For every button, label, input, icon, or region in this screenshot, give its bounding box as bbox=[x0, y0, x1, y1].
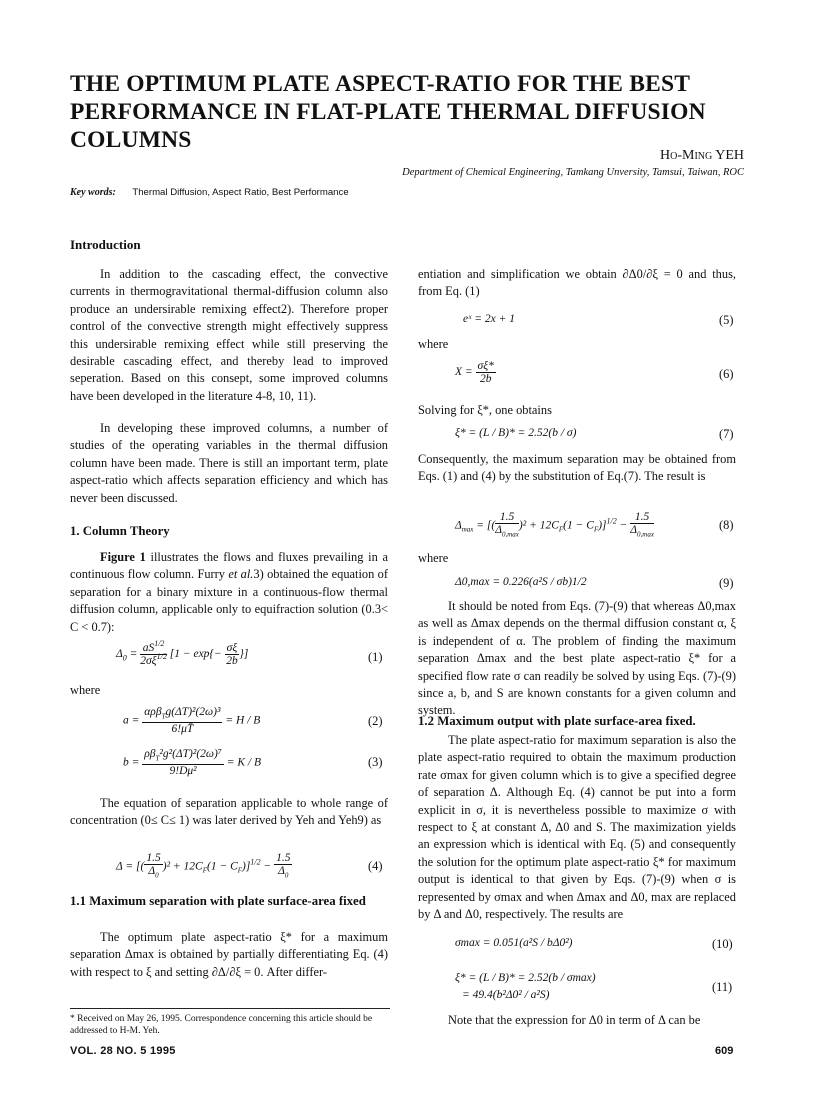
equation-5: eˣ = 2x + 1 bbox=[463, 313, 515, 325]
page-number: 609 bbox=[715, 1045, 734, 1057]
paragraph-text: entiation and simplification we obtain ∂Δ0/∂ξ = 0 and thus, from Eq. (1) bbox=[418, 267, 736, 299]
equation-number: (6) bbox=[719, 367, 734, 381]
paper-title bbox=[70, 70, 770, 154]
equation-4: Δ = [( $\frac{1.5}{\Delta_0}$ )$^2 + 12C_F(1 - C_F)]^{1/2}$ − $\frac{1.5}{\Delta_0}$ bbox=[116, 852, 291, 880]
keywords-label: Key words: bbox=[70, 187, 116, 198]
section-heading-introduction: Introduction bbox=[70, 237, 141, 252]
paragraph-text: In addition to the cascading effect, the convective currents in thermogravitational thermal-diffusion column also produce an undersirable remixing effect2). Therefore proper control of the convective strength might effectively suppress this undersirable remixing effect while still preserving the desirable cascading effect, and thereby lead to improved seperation. Based on this consept, some improved columns have been developed in the literature 4-8, 10, 11). bbox=[70, 267, 388, 403]
paragraph-text: The optimum plate aspect-ratio ξ* for a maximum separation Δmax is obtained by partially differentiating Eq. (4) with respect to ξ and setting ∂Δ/∂ξ = 0. After differ- bbox=[70, 930, 388, 979]
section-heading-1-2: 1.2 Maximum output with plate surface-area fixed. bbox=[418, 714, 696, 728]
equation-number: (8) bbox=[719, 518, 734, 532]
equation-number: (11) bbox=[712, 980, 733, 994]
keywords-value: Thermal Diffusion, Aspect Ratio, Best Performance bbox=[132, 187, 349, 198]
right-paragraph-2 bbox=[418, 451, 736, 486]
equation-10: σmax = 0.051(a²S / bΔ0²) bbox=[455, 937, 573, 949]
footnote: * Received on May 26, 1995. Correspondence concerning this article should be addressed to H-M. Yeh. bbox=[70, 1008, 390, 1037]
left-paragraph-3 bbox=[70, 549, 388, 636]
equation-11b: = 49.4(b²Δ0² / a²S) bbox=[462, 989, 550, 1001]
solving-text: Solving for ξ*, one obtains bbox=[418, 403, 552, 417]
equation-2: a = $\frac{\alpha\rho\beta_Tg(\Delta T)^2(2\omega)^3}{6!\mu T̄}$ = H / B bbox=[123, 706, 261, 736]
equation-1: $\Delta_0$ = $\frac{aS^{1/2}}{2\sigma\xi^{1/2}}$ [1 − exp{− $\frac{\sigma\xi}{2b}$ }] bbox=[116, 639, 249, 667]
equation-number: (3) bbox=[368, 755, 383, 769]
equation-number: (10) bbox=[712, 937, 733, 951]
left-paragraph-5 bbox=[70, 929, 388, 981]
paragraph-text: The equation of separation applicable to whole range of concentration (0≤ C≤ 1) was later derived by Yeh and Yeh9) as bbox=[70, 796, 388, 828]
equation-3: b = $\frac{\rho\beta_T^2g^2(\Delta T)^2(2\omega)^7}{\text{9!Dμ²}}$ = K / B bbox=[123, 748, 262, 778]
section-heading-1-1: 1.1 Maximum separation with plate surface-area fixed bbox=[70, 894, 366, 908]
equation-7: ξ* = (L / B)* = 2.52(b / σ) bbox=[455, 427, 577, 439]
equation-6: X = $\frac{\sigma\xi*}{2b}$ bbox=[455, 360, 494, 385]
equation-number: (4) bbox=[368, 859, 383, 873]
section-heading-column-theory: 1. Column Theory bbox=[70, 524, 170, 538]
left-paragraph-1 bbox=[70, 266, 388, 405]
right-paragraph-4 bbox=[418, 732, 736, 923]
title-line-2: PERFORMANCE IN FLAT-PLATE THERMAL DIFFUSION bbox=[70, 99, 706, 125]
where-label: where bbox=[70, 683, 101, 697]
paragraph-text: The plate aspect-ratio for maximum separation is also the plate aspect-ratio required to obtain the maximum production rate σmax for given column which is to give a specified degree of separation Δ. Although Eq. (4) cannot be put into a form explicit in σ, it is nevertheless possible to maximize σ with respect to ξ at constant Δ, Δ0 and S. The maximization yields an expression which is identical with Eq. (5) and consequently the solution for the optimum plate aspect-ratio ξ* for maximum output is identical to that given by Eqs. (7)-(9) when σ is represented by σmax and when Δmax and Δ0, max are replaced by Δ and Δ0, respectively. The results are bbox=[418, 733, 736, 922]
right-paragraph-1 bbox=[418, 266, 736, 301]
paragraph-text bbox=[70, 549, 388, 636]
equation-number: (2) bbox=[368, 714, 383, 728]
right-paragraph-5 bbox=[418, 1012, 736, 1029]
equation-8: $\Delta_{max}$ = [( $\frac{1.5}{\Delta_{0,max}}$ )$^2 + 12C_F(1 - C_F)]^{1/2}$ − $\frac{1.5}{\Delta_{0,max}}$ bbox=[455, 511, 654, 539]
equation-number: (7) bbox=[719, 427, 734, 441]
left-paragraph-2 bbox=[70, 420, 388, 507]
equation-number: (1) bbox=[368, 650, 383, 664]
affiliation: Department of Chemical Engineering, Tamkang Unversity, Tamsui, Taiwan, ROC bbox=[402, 167, 744, 178]
paragraph-text: Note that the expression for Δ0 in term of Δ can be bbox=[448, 1013, 701, 1027]
title-line-1: THE OPTIMUM PLATE ASPECT-RATIO FOR THE BEST bbox=[70, 71, 691, 97]
keywords bbox=[70, 187, 349, 198]
author: Ho-Ming YEH bbox=[660, 148, 744, 163]
title-line-3: COLUMNS bbox=[70, 127, 192, 153]
where-label: where bbox=[418, 551, 449, 565]
equation-11a: ξ* = (L / B)* = 2.52(b / σmax) bbox=[455, 972, 596, 984]
paragraph-text: Consequently, the maximum separation may be obtained from Eqs. (1) and (4) by the substitution of Eq.(7). The result is bbox=[418, 452, 736, 484]
journal-volume: VOL. 28 NO. 5 1995 bbox=[70, 1045, 176, 1057]
text-span: 3) obtained the equation of separation for a binary mixture in a continuous-flow thermal diffusion column, applicable only to equifraction solution (0.3< C < 0.7): bbox=[70, 567, 388, 634]
paragraph-text: In developing these improved columns, a number of studies of the operating variables in the thermal diffusion column have been made. There is still an important term, plate aspect-ratio which affects separation efficiency and which has never been discussed. bbox=[70, 421, 388, 505]
text-span: illustrates the flows and fluxes prevailing in a continuous flow column. Furry bbox=[70, 550, 388, 582]
figure-ref: Figure 1 bbox=[100, 550, 146, 564]
text-span: et al. bbox=[228, 567, 254, 582]
paragraph-text: It should be noted from Eqs. (7)-(9) that whereas Δ0,max as well as Δmax depends on the thermal diffusion constant α, ξ is independent of α. The problem of finding the maximum separation Δmax and the best plate aspect-ratio ξ* for a specified flow rate σ can readily be solved by using Eqs. (7)-(9) since a, b, and S are known constants for a given column and system. bbox=[418, 599, 736, 718]
equation-number: (5) bbox=[719, 313, 734, 327]
equation-number: (9) bbox=[719, 576, 734, 590]
left-paragraph-4 bbox=[70, 795, 388, 830]
right-paragraph-3 bbox=[418, 598, 736, 720]
where-label: where bbox=[418, 337, 449, 351]
equation-9: Δ0,max = 0.226(a²S / σb)1/2 bbox=[455, 576, 587, 588]
